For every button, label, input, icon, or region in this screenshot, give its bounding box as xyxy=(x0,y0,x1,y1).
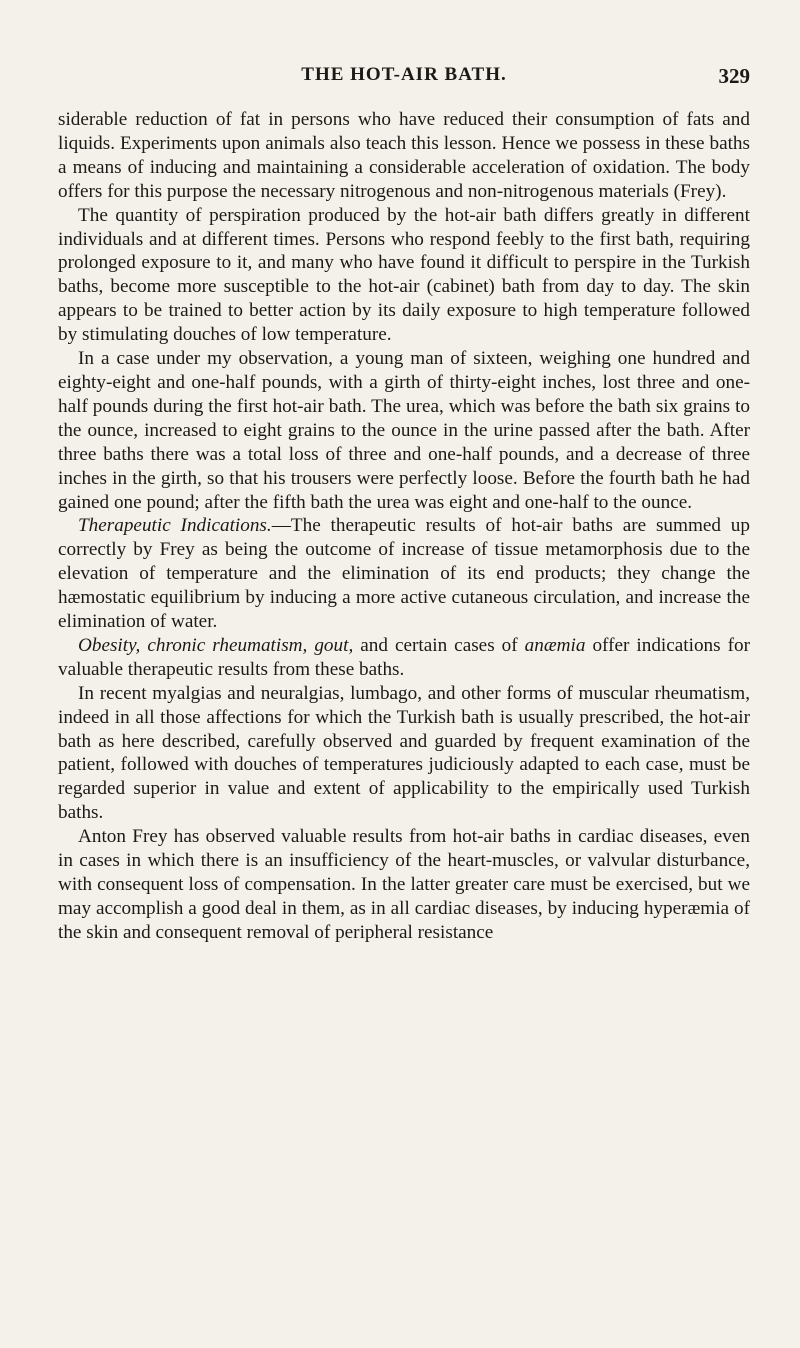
paragraph-perspiration: The quantity of perspiration produced by the hot-air bath differs greatly in different individuals and at different times. Persons who respond feebly to the first bath, requiring prolonged exposure to it, and many who have found it difficult to perspire in the Turkish baths, become more susceptible to the hot-air (cabinet) bath from day to day. The skin appears to be trained to better action by its daily exposure to high temperature followed by stimulating douches of low temperature. xyxy=(58,204,750,346)
paragraph-cardiac: Anton Frey has observed valuable results from hot-air baths in cardiac diseases, even in cases in which there is an insufficiency of the heart-muscles, or valvular disturbance, with consequent loss of compensation. In the latter greater care must be exercised, but we may accomplish a good deal in them, as in all cardiac diseases, by inducing hyperæmia of the skin and consequent removal of peripheral resistance xyxy=(58,826,750,943)
section-body: —The therapeutic results of hot-air baths are summed up correctly by Frey as being the outcome of increase of tissue metamorphosis due to the elevation of temperature and the elimination of its end products; they change the hæmostatic equilibrium by inducing a more active cutaneous circulation, and increase the elimination of water. xyxy=(58,515,750,633)
italic-conditions: Obesity, chronic rheumatism, gout, xyxy=(78,634,354,656)
paragraph-indications-list xyxy=(58,634,750,682)
page-number: 329 xyxy=(718,64,750,88)
italic-anaemia: anæmia xyxy=(524,634,586,656)
text-segment: offer indications for valuable therapeutic results from these baths. xyxy=(58,634,750,680)
running-head xyxy=(58,64,750,94)
section-heading: Therapeutic Indications. xyxy=(78,515,272,537)
running-title: THE HOT-AIR BATH. xyxy=(301,64,507,85)
paragraph-therapeutic-indications xyxy=(58,514,750,634)
paragraph-myalgias: In recent myalgias and neuralgias, lumbago, and other forms of muscular rheumatism, indeed in all those affections for which the Turkish bath is usually prescribed, the hot-air bath as here described, carefully observed and guarded by frequent examination of the patient, followed with douches of temperatures judiciously adapted to each case, must be regarded superior in value and extent of applicability to the empirically used Turkish baths. xyxy=(58,682,750,824)
text-segment: and certain cases of xyxy=(353,634,525,656)
body-text xyxy=(58,108,750,945)
paragraph-case-report: In a case under my observation, a young man of sixteen, weighing one hundred and eighty-eight and one-half pounds, with a girth of thirty-eight inches, lost three and one-half pounds during the first hot-air bath. The urea, which was before the bath six grains to the ounce, increased to eight grains to the ounce in the urine passed after the bath. After three baths there was a total loss of three and one-half pounds, and a decrease of three inches in the girth, so that his trousers were perfectly loose. Before the fourth bath he had gained one pound; after the fifth bath the urea was eight and one-half to the ounce. xyxy=(58,348,750,513)
paragraph-continued: siderable reduction of fat in persons who have reduced their consumption of fats and liquids. Experiments upon animals also teach this lesson. Hence we possess in these baths a means of inducing and maintaining a considerable acceleration of oxidation. The body offers for this purpose the necessary nitrogenous and non-nitrogenous materials (Frey). xyxy=(58,109,750,202)
